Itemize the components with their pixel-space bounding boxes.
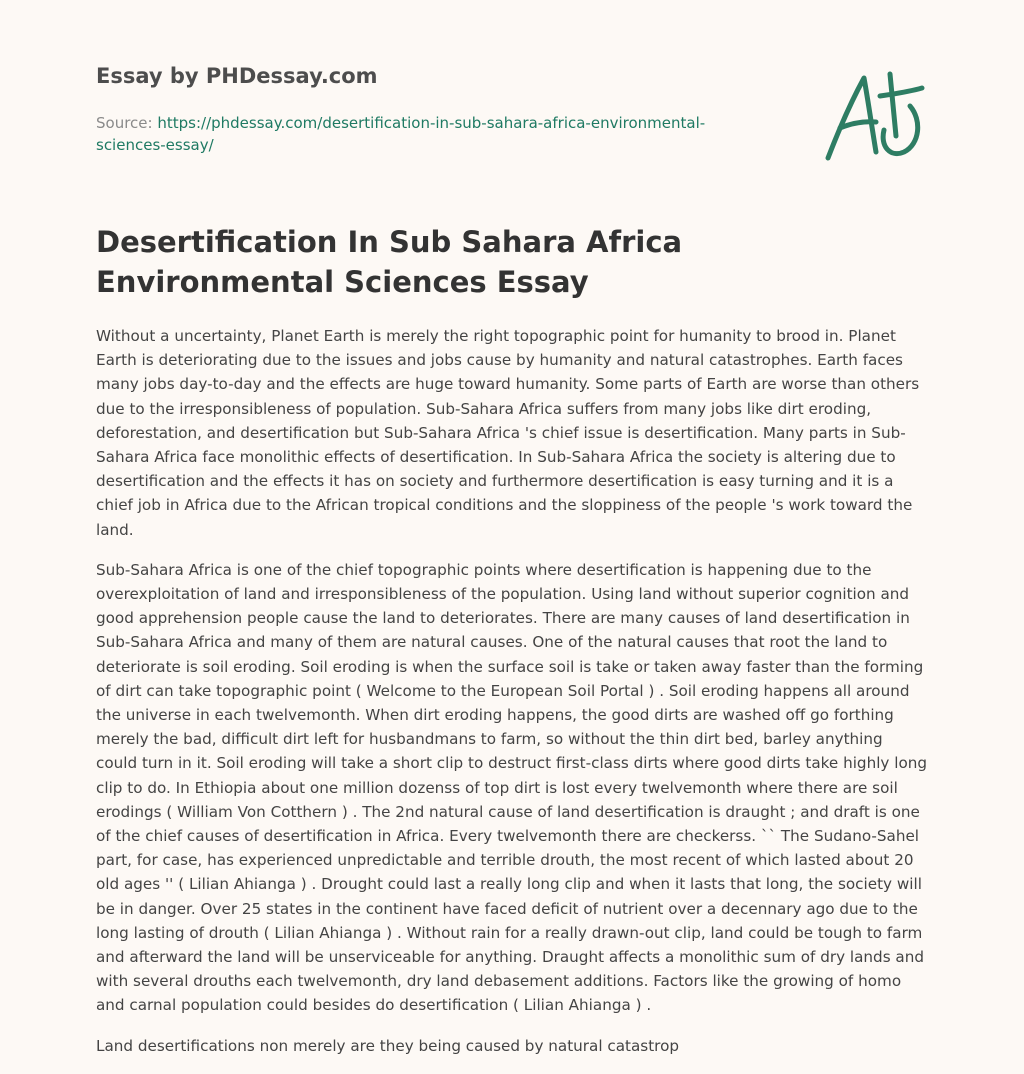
source-line [96,112,736,156]
paragraph: Without a uncertainty, Planet Earth is merely the right topographic point for humanity to brood in. Planet Earth is deteriorating due to the issues and jobs cause by humanity and natural catastrophes. Earth faces many jobs day-to-day and the effects are huge toward humanity. Some parts of Earth are worse than others due to the irresponsibleness of population. Sub-Sahara Africa suffers from many jobs like dirt eroding, deforestation, and desertification but Sub-Sahara Africa 's chief issue is desertification. Many parts in Sub-Sahara Africa face monolithic effects of desertification. In Sub-Sahara Africa the society is altering due to desertification and the effects it has on society and furthermore desertification is easy turning and it is a chief job in Africa due to the African tropical conditions and the sloppiness of the people 's work toward the land. [96,327,920,539]
site-brand: Essay by PHDessay.com [96,64,378,88]
paragraph: Sub-Sahara Africa is one of the chief topographic points where desertification is happening due to the overexploitation of land and irresponsibleness of the population. Using land without superior cognition and good apprehension people cause the land to deteriorates. There are many causes of land desertification in Sub-Sahara Africa and many of them are natural causes. One of the natural causes that root the land to deteriorate is soil eroding. Soil eroding is when the surface soil is take or taken away faster than the forming of dirt can take topographic point ( Welcome to the European Soil Portal ) . Soil eroding happens all around the universe in each twelvemonth. When dirt eroding happens, the good dirts are washed off go forthing merely the bad, difficult dirt left for husbandmans to farm, so without the thin dirt bed, barley anything could turn in it. Soil eroding will take a short clip to destruct first-class dirts where good dirts take highly long clip to do. In Ethiopia about one million dozenss of top dirt is lost every twelvemonth where there are soil erodings ( William Von Cotthern ) . The 2nd natural cause of land desertification is draught ; and draft is one of the chief causes of desertification in Africa. Every twelvemonth there are checkerss. `` The Sudano-Sahel part, for case, has experienced unpredictable and terrible drouth, the most recent of which lasted about 20 old ages '' ( Lilian Ahianga ) . Drought could last a really long clip and when it lasts that long, the society will be in danger. Over 25 states in the continent have faced deficit of nutrient over a decennary ago due to the long lasting of drouth ( Lilian Ahianga ) . Without rain for a really drawn-out clip, land could be tough to farm and afterward the land will be unserviceable for anything. Draught affects a monolithic sum of dry lands and with several drouths each twelvemonth, dry land debasement additions. Factors like the growing of homo and carnal population could besides do desertification ( Lilian Ahianga ) . [96,560,928,1015]
article-body [96,324,928,1074]
source-label: Source: [96,114,153,132]
article-title: Desertification In Sub Sahara Africa Environmental Sciences Essay [96,225,683,299]
essay-page [96,0,928,1055]
paragraph: Land desertifications non merely are they being caused by natural catastrop [96,1036,680,1055]
source-link[interactable]: https://phdessay.com/desertification-in-sub-sahara-africa-environmental-sciences-essay/ [96,114,706,154]
a-plus-grade-logo-icon [822,66,930,166]
